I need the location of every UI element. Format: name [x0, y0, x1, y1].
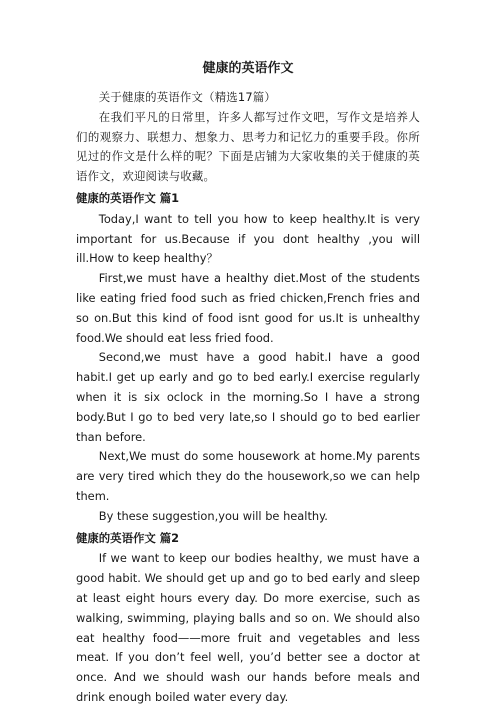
section1-paragraph: First,we must have a healthy diet.Most of the students like eating fried food such as fried chicken,French fries and so on.But this kind of food isnt good for us.It is unhealthy food.We should eat less fried food. — [76, 271, 420, 345]
section-heading-2: 健康的英语作文 篇2 — [76, 530, 180, 545]
section-heading-1: 健康的英语作文 篇1 — [76, 190, 180, 205]
section1-paragraph: By these suggestion,you will be healthy. — [98, 508, 328, 523]
section1-paragraph: Second,we must have a good habit.I have a good habit.I get up early and go to bed early.I exercise regularly when it is six oclock in the morning.So I have a strong body.But I go to bed very late,so I should go to bed earlier than before. — [76, 350, 420, 444]
section2-paragraph: If we want to keep our bodies healthy, we must have a good habit. We should get up and go to bed early and sleep at least eight hours every day. Do more exercise, such as walking, swimming, playing balls and so on. We should also eat healthy food——more fruit and vegetables and less meat. If you don’t feel well, you’d better see a doctor at once. And we should wash our hands before meals and drink enough boiled water every day. — [76, 551, 420, 704]
page-title: 健康的英语作文 — [202, 61, 294, 76]
section1-paragraph: Next,We must do some housework at home.My parents are very tired which they do the housework,so we can help them. — [76, 449, 420, 503]
intro-subtitle: 关于健康的英语作文（精选17篇） — [98, 90, 276, 104]
intro-paragraph: 在我们平凡的日常里，许多人都写过作文吧，写作文是培养人们的观察力、联想力、想象力、思考力和记忆力的重要手段。你所见过的作文是什么样的呢？下面是店铺为大家收集的关于健康的英语作文，欢迎阅读与收藏。 — [76, 109, 420, 184]
section1-paragraph: Today,I want to tell you how to keep healthy.It is very important for us.Because if you dont healthy ,you will ill.How to keep healthy？ — [76, 211, 420, 266]
